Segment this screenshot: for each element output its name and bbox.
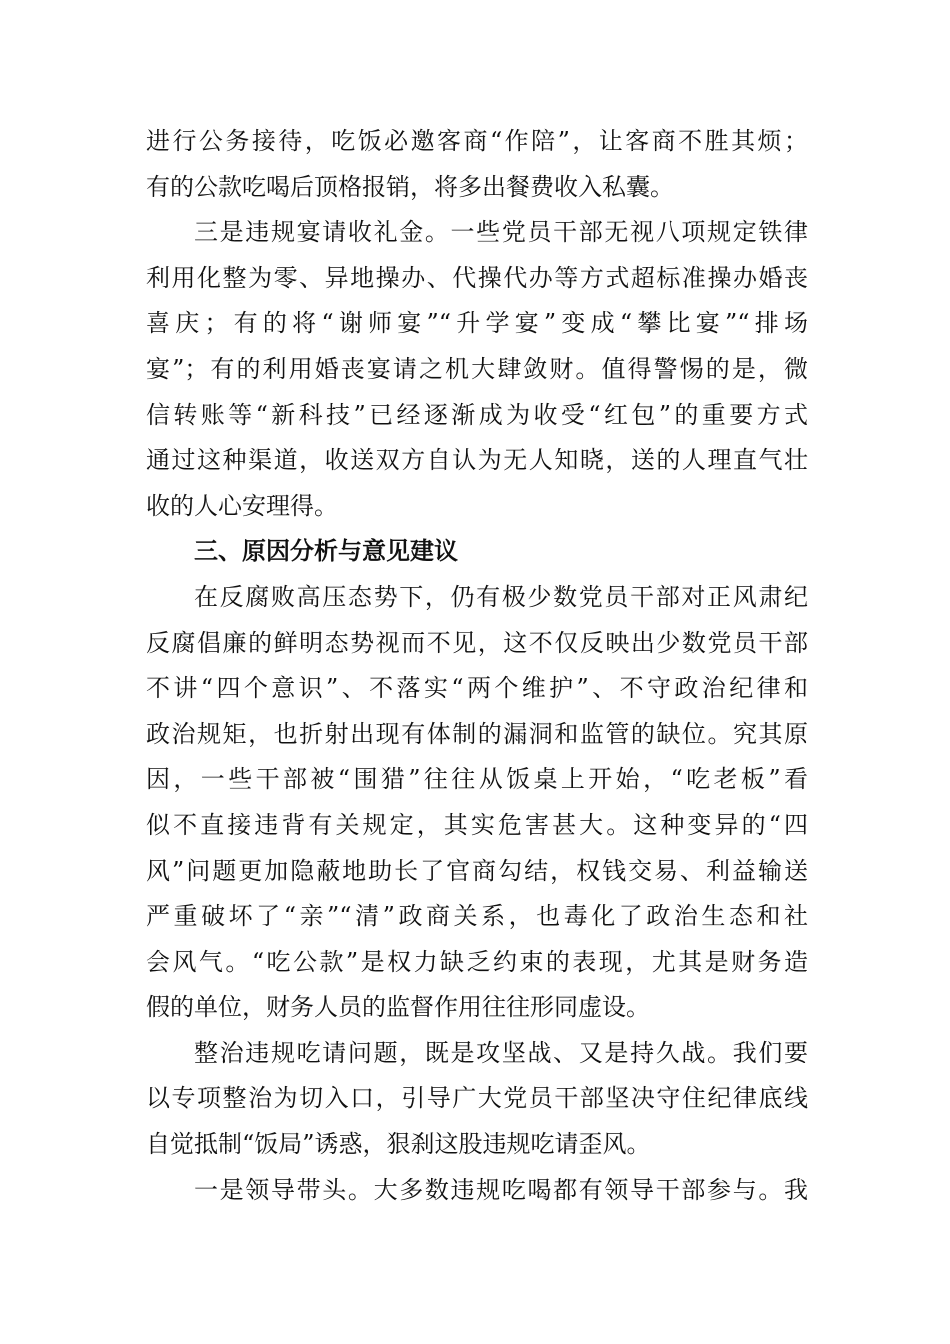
document-body <box>146 119 808 1213</box>
text-line: 喜庆；有的将“谢师宴”“升学宴”变成“攀比宴”“排场 <box>146 309 808 338</box>
text-line: 反腐倡廉的鲜明态势视而不见，这不仅反映出少数党员干部 <box>146 628 808 657</box>
text-line: 宴”；有的利用婚丧宴请之机大肆敛财。值得警惕的是，微 <box>146 354 808 383</box>
text-line: 以专项整治为切入口，引导广大党员干部坚决守住纪律底线 <box>146 1084 808 1113</box>
text-line: 整治违规吃请问题，既是攻坚战、又是持久战。我们要 <box>194 1038 808 1067</box>
text-line: 利用化整为零、异地操办、代操代办等方式超标准操办婚丧 <box>146 263 808 292</box>
section-heading: 三、原因分析与意见建议 <box>194 537 458 566</box>
text-line: 不讲“四个意识”、不落实“两个维护”、不守政治纪律和 <box>146 674 808 703</box>
text-line: 会风气。“吃公款”是权力缺乏约束的表现，尤其是财务造 <box>146 947 808 976</box>
text-line: 政治规矩，也折射出现有体制的漏洞和监管的缺位。究其原 <box>146 719 808 748</box>
text-line: 一是领导带头。大多数违规吃喝都有领导干部参与。我 <box>194 1175 808 1204</box>
text-line: 假的单位，财务人员的监督作用往往形同虚设。 <box>146 993 650 1022</box>
text-line: 自觉抵制“饭局”诱惑，狠刹这股违规吃请歪风。 <box>146 1130 651 1159</box>
text-line: 三是违规宴请收礼金。一些党员干部无视八项规定铁律 <box>194 218 808 247</box>
text-line: 进行公务接待，吃饭必邀客商“作陪”，让客商不胜其烦； <box>146 127 808 155</box>
text-line: 似不直接违背有关规定，其实危害甚大。这种变异的“四 <box>146 810 808 839</box>
text-line: 有的公款吃喝后顶格报销，将多出餐费收入私囊。 <box>146 172 674 201</box>
text-line: 在反腐败高压态势下，仍有极少数党员干部对正风肃纪 <box>194 582 808 611</box>
text-line: 通过这种渠道，收送双方自认为无人知晓，送的人理直气壮 <box>146 446 808 475</box>
text-line: 收的人心安理得。 <box>146 491 338 520</box>
text-line: 风”问题更加隐蔽地助长了官商勾结，权钱交易、利益输送 <box>146 856 808 885</box>
text-line: 严重破坏了“亲”“清”政商关系，也毒化了政治生态和社 <box>146 902 808 931</box>
text-line: 信转账等“新科技”已经逐渐成为收受“红包”的重要方式 <box>146 400 808 429</box>
text-line: 因，一些干部被“围猎”往往从饭桌上开始，“吃老板”看 <box>146 765 808 794</box>
